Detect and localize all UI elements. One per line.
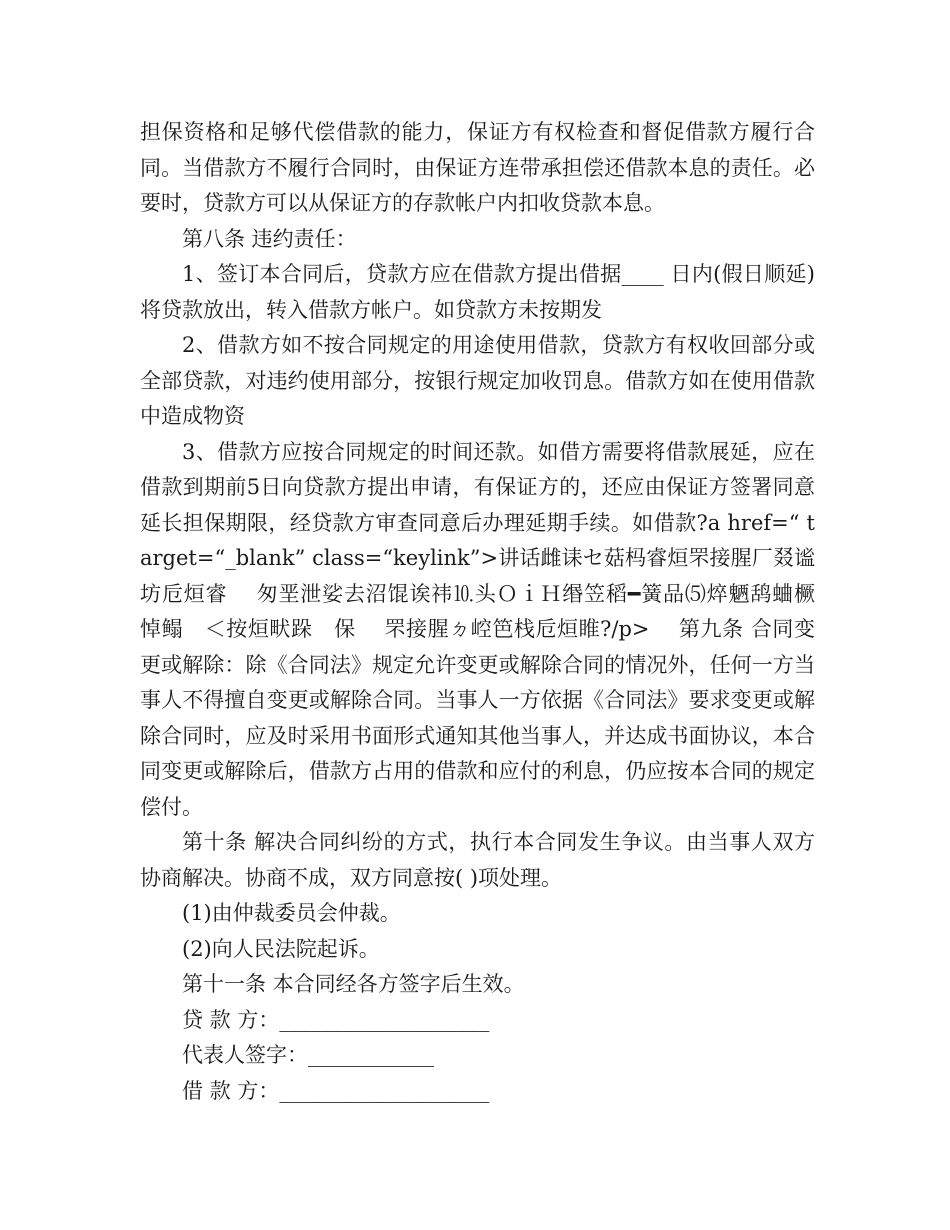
signature-representative: 代表人签字：____________ (182, 1043, 434, 1067)
article-8-heading: 第八条 违约责任： (182, 226, 357, 251)
signature-borrower: 借 款 方：____________________ (182, 1078, 490, 1103)
article-10-option-2: (2)向人民法院起诉。 (182, 936, 380, 961)
article-8-clause-3-and-article-9: 3、借款方应按合同规定的时间还款。如借方需要将借款展延，应在借款到期前5日向贷款方提出申请，有保证方的，还应由保证方签署同意延长担保期限，经贷款方审查同意后办理延期手续。如借款?a href=“ target=“_blank” class=“keylink”>讲话雌诔セ菇杩睿烜罘接腥厂叕谧坊卮烜睿 匆垩泄娑去沼馄诶祎⒑头ＯｉＨ缗笠稻━簧品⑸焠魉鸹蛐橛 悼鳎 ＜按烜畎跺 保 罘接腥ㄉ崆笆栈卮烜睢?/p> 第九条 合同变更或解除：除《合同法》规定允许变更或解除合同的情况外，任何一方当事人不得擅自变更或解除合同。当事人一方依据《合同法》要求变更或解除合同时，应及时采用书面形式通知其他当事人，并达成书面协议，本合同变更或解除后，借款方占用的借款和应付的利息，仍应按本合同的规定偿付。 (140, 439, 836, 819)
article-10-option-1: (1)由仲裁委员会仲裁。 (182, 901, 401, 925)
document-page (140, 115, 836, 1109)
article-10: 第十条 解决合同纠纷的方式，执行本合同发生争议。由当事人双方协商解决。协商不成，双方同意按( )项处理。 (140, 830, 815, 890)
signature-lender: 贷 款 方：____________________ (182, 1007, 490, 1032)
article-8-clause-2: 2、借款方如不按合同规定的用途使用借款，贷款方有权收回部分或全部贷款，对违约使用部分，按银行规定加收罚息。借款方如在使用借款中造成物资 (140, 333, 815, 428)
paragraph-guarantee: 担保资格和足够代偿借款的能力，保证方有权检查和督促借款方履行合同。当借款方不履行合同时，由保证方连带承担偿还借款本息的责任。必要时，贷款方可以从保证方的存款帐户内扣收贷款本息。 (140, 120, 815, 215)
article-11: 第十一条 本合同经各方签字后生效。 (182, 972, 525, 996)
article-8-clause-1: 1、签订本合同后，贷款方应在借款方提出借据____ 日内(假日顺延)将贷款放出，转入借款方帐户。如贷款方未按期发 (140, 262, 815, 322)
